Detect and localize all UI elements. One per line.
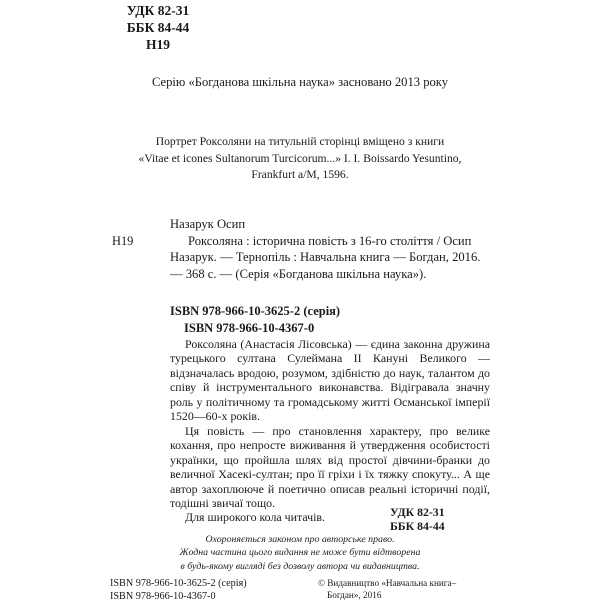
udc-code-bottom: УДК 82-31 — [390, 505, 445, 519]
portrait-attribution-line-1: Портрет Роксоляни на титульній сторінці вміщено з книги — [155, 135, 445, 148]
portrait-attribution — [75, 134, 525, 184]
footer-isbn-series: ISBN 978-966-10-3625-2 (серія) — [110, 578, 247, 589]
isbn-series: ISBN 978-966-10-3625-2 (серія) — [170, 304, 341, 318]
series-founding-note: Серію «Богданова шкільна наука» засновано 2013 року — [151, 75, 449, 89]
legal-notice-line-1: Охороняється законом про авторське право. — [205, 534, 395, 545]
classification-codes-bottom — [390, 506, 500, 533]
footer-isbn-book: ISBN 978-966-10-4367-0 — [110, 591, 216, 602]
portrait-attribution-line-3: Frankfurt a/M, 1596. — [251, 168, 349, 181]
book-annotation — [170, 337, 490, 525]
isbn-book: ISBN 978-966-10-4367-0 — [184, 320, 315, 335]
publisher-copyright-line-1: © Видавництво «Навчальна книга– — [318, 578, 457, 588]
footer-isbn-block — [110, 577, 320, 603]
isbn-block — [170, 303, 500, 336]
shelf-mark-top: Н19 — [145, 37, 170, 52]
udc-code-top: УДК 82-31 — [126, 3, 190, 18]
bbk-code-top: ББК 84-44 — [126, 20, 190, 35]
annotation-paragraph-3: Для широкого кола читачів. — [185, 510, 326, 525]
footer-publisher-copyright — [318, 577, 513, 602]
publisher-copyright-line-2: Богдан», 2016 — [327, 590, 382, 601]
classification-codes-top — [110, 2, 206, 53]
shelf-mark-citation: Н19 — [112, 234, 134, 248]
bbk-code-bottom: ББК 84-44 — [390, 518, 445, 533]
bibliographic-citation — [112, 216, 492, 282]
annotation-paragraph-2: Ця повість — про становлення характеру, про велике кохання, про непросте виживання й утвердження особистості українки, що пройшла шлях від простої дівчини-бранки до величної Хасекі-султан; про її гріхи і їх тяжку спокуту... А ще автор захоплююче й поетично описав реальні історичні події, тодішні звичаї тощо. — [170, 423, 490, 510]
citation-description: Роксоляна : історична повість з 16-го століття / Осип Назарук. — Тернопіль : Навчальна книга — Богдан, 2016. — 368 с. — (Серія «Богданова шкільна наука»). — [170, 233, 481, 281]
annotation-paragraph-1: Роксоляна (Анастасія Лісовська) — єдина законна дружина турецького султана Сулеймана II Кануні Великого — відзначалась вродою, розумом, здібністю до наук, талантом до співу й інструментального виконавства. Відігравала значну роль у політичному та громадському житті Османської імперії 1520—60-х років. — [170, 337, 490, 424]
copyright-legal-notice — [100, 533, 500, 573]
legal-notice-line-2: Жодна частина цього видання не може бути відтворена — [179, 547, 421, 559]
portrait-attribution-line-2: «Vitae et icones Sultanorum Turcicorum...» I. I. Boissardo Yesuntino, — [138, 151, 462, 165]
citation-author: Назарук Осип — [170, 217, 246, 231]
legal-notice-line-3: в будь-якому вигляді без дозволу автора чи видавництва. — [180, 560, 420, 572]
citation-body — [170, 216, 492, 282]
